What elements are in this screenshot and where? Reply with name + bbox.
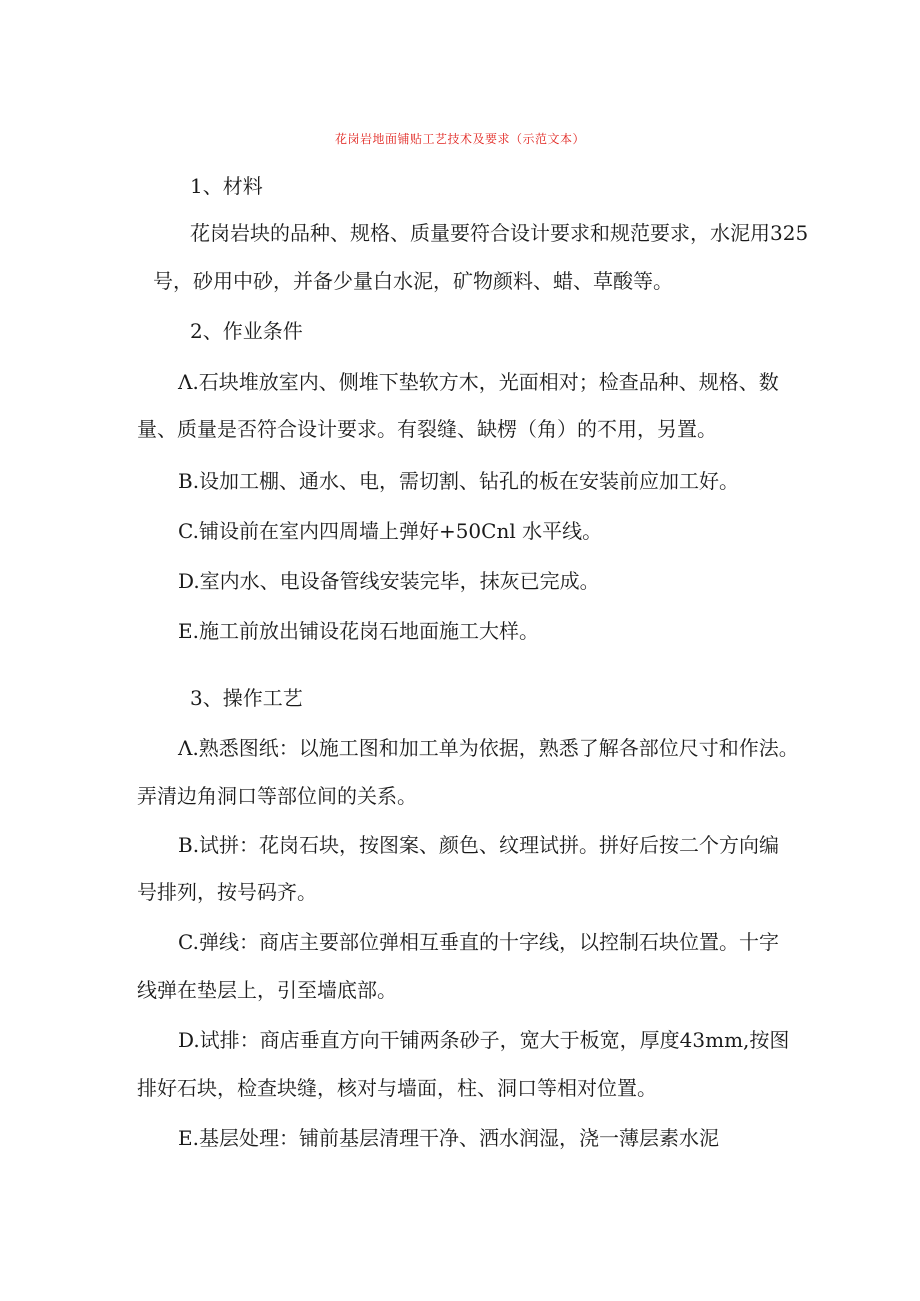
section-heading-materials: 1、材料 (190, 174, 263, 198)
paragraph-line: E.基层处理：铺前基层清理干净、洒水润湿，浇一薄层素水泥 (178, 1126, 719, 1150)
document-title: 花岗岩地面铺贴工艺技术及要求（示范文本） (334, 132, 585, 146)
paragraph-line: D.试排：商店垂直方向干铺两条砂子，宽大于板宽，厚度43mm,按图 (178, 1028, 790, 1052)
paragraph-line: C.弹线：商店主要部位弹相互垂直的十字线，以控制石块位置。十字 (178, 930, 779, 954)
paragraph-line: C.铺设前在室内四周墙上弹好+50Cnl 水平线。 (178, 519, 603, 543)
paragraph-line: 量、质量是否符合设计要求。有裂缝、缺楞（角）的不用，另置。 (137, 417, 717, 441)
paragraph-line: 花岗岩块的品种、规格、质量要符合设计要求和规范要求，水泥用325 (190, 221, 809, 245)
paragraph-line: D.室内水、电设备管线安装完毕，抹灰已完成。 (178, 569, 600, 593)
paragraph-line: 线弹在垫层上，引至墙底部。 (137, 978, 397, 1002)
paragraph-line: 号排列，按号码齐。 (137, 880, 317, 904)
paragraph-line: 排好石块，检查块缝，核对与墙面，柱、洞口等相对位置。 (137, 1076, 657, 1100)
paragraph-line: E.施工前放出铺设花岗石地面施工大样。 (178, 619, 539, 643)
paragraph-line: 号，砂用中砂，并备少量白水泥，矿物颜料、蜡、草酸等。 (153, 269, 673, 293)
paragraph-line: B.试拼：花岗石块，按图案、颜色、纹理试拼。拼好后按二个方向编 (178, 833, 780, 857)
paragraph-line: Λ.熟悉图纸：以施工图和加工单为依据，熟悉了解各部位尺寸和作法。 (178, 736, 799, 760)
section-heading-work-conditions: 2、作业条件 (190, 319, 303, 343)
paragraph-line: Λ.石块堆放室内、侧堆下垫软方木，光面相对；检查品种、规格、数 (178, 370, 779, 394)
section-heading-operation-process: 3、操作工艺 (190, 686, 303, 710)
paragraph-line: 弄清边角洞口等部位间的关系。 (137, 784, 417, 808)
paragraph-line: B.设加工棚、通水、电，需切割、钻孔的板在安装前应加工好。 (178, 469, 740, 493)
